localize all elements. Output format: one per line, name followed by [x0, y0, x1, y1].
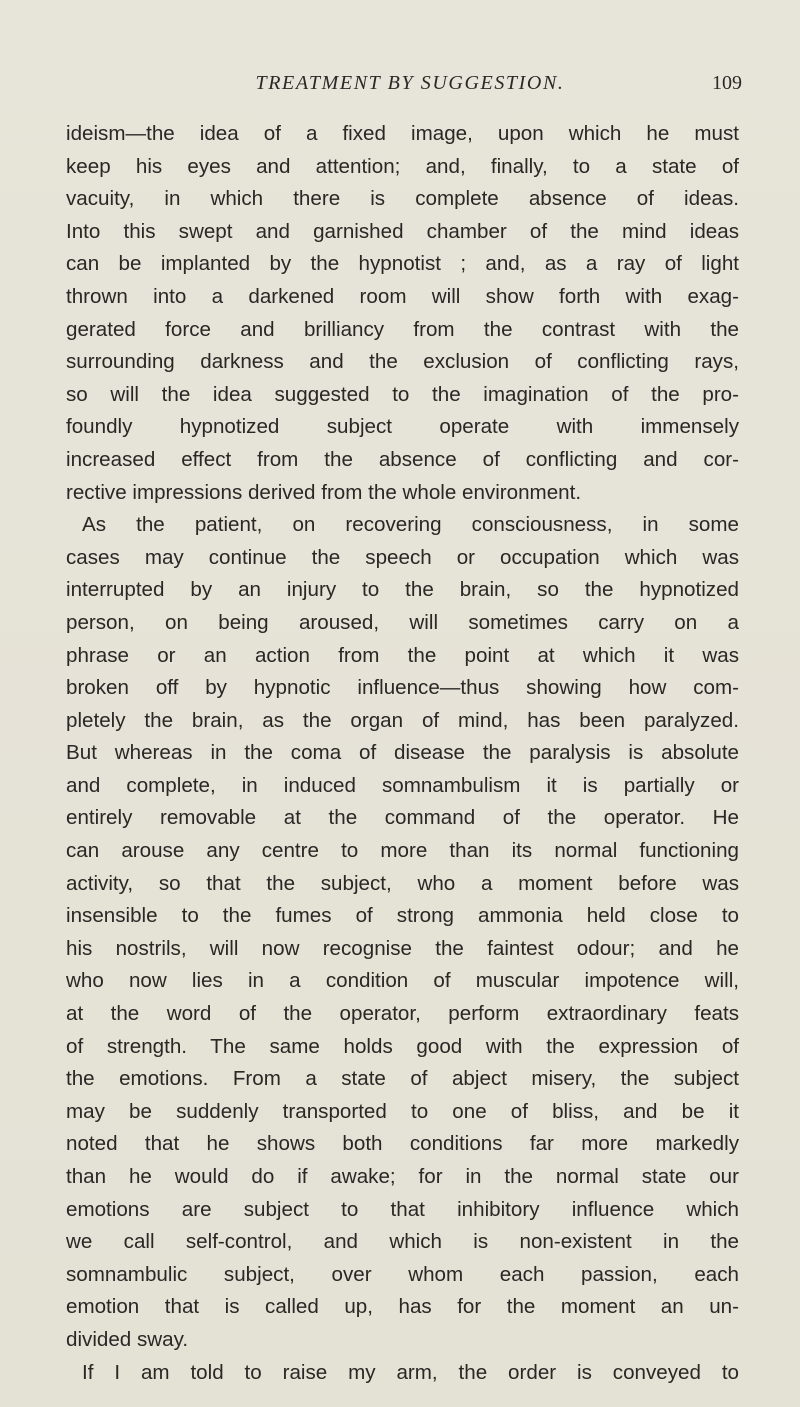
- paragraph-start-line: As the patient, on recovering consciousness, in some: [82, 513, 739, 537]
- text-line: so will the idea suggested to the imagination of the pro-: [66, 382, 739, 406]
- running-head: [0, 72, 800, 102]
- paragraph-start-line: If I am told to raise my arm, the order is conveyed to: [82, 1360, 739, 1384]
- text-line: who now lies in a condition of muscular impotence will,: [66, 969, 739, 993]
- text-line: keep his eyes and attention; and, finally, to a state of: [66, 154, 739, 178]
- text-line: person, on being aroused, will sometimes carry on a: [66, 610, 739, 634]
- text-line: entirely removable at the command of the operator. He: [66, 806, 739, 830]
- text-line: activity, so that the subject, who a moment before was: [66, 871, 739, 895]
- text-line: emotions are subject to that inhibitory influence which: [66, 1197, 739, 1221]
- text-line: rective impressions derived from the whole environment.: [66, 480, 582, 504]
- body-text: [66, 118, 739, 1389]
- text-line: interrupted by an injury to the brain, so the hypnotized: [66, 578, 739, 602]
- text-line: of strength. The same holds good with the expression of: [66, 1034, 739, 1058]
- text-line: at the word of the operator, perform extraordinary feats: [66, 1002, 739, 1026]
- text-line: insensible to the fumes of strong ammonia held close to: [66, 904, 739, 928]
- text-line: and complete, in induced somnambulism it is partially or: [66, 773, 739, 797]
- text-line: we call self-control, and which is non-existent in the: [66, 1230, 739, 1254]
- text-line: cases may continue the speech or occupation which was: [66, 545, 739, 569]
- text-line: broken off by hypnotic influence—thus showing how com-: [66, 676, 739, 700]
- text-line: vacuity, in which there is complete absence of ideas.: [66, 187, 739, 211]
- text-line: phrase or an action from the point at which it was: [66, 643, 739, 667]
- text-line: Into this swept and garnished chamber of the mind ideas: [66, 219, 739, 243]
- text-line: ideism—the idea of a fixed image, upon which he must: [66, 122, 739, 145]
- text-line: his nostrils, will now recognise the faintest odour; and he: [66, 936, 739, 960]
- text-line: gerated force and brilliancy from the contrast with the: [66, 317, 739, 341]
- text-line: can arouse any centre to more than its normal functioning: [66, 839, 739, 863]
- text-line: may be suddenly transported to one of bliss, and be it: [66, 1099, 739, 1123]
- text-line: emotion that is called up, has for the moment an un-: [66, 1295, 739, 1319]
- text-line: noted that he shows both conditions far more markedly: [66, 1132, 739, 1156]
- page-number: 109: [712, 72, 742, 94]
- text-line: pletely the brain, as the organ of mind, has been paralyzed.: [66, 708, 739, 732]
- text-line: divided sway.: [66, 1327, 189, 1351]
- text-line: But whereas in the coma of disease the paralysis is absolute: [66, 741, 739, 765]
- running-title: TREATMENT BY SUGGESTION.: [255, 72, 565, 94]
- text-line: thrown into a darkened room will show forth with exag-: [66, 284, 739, 308]
- text-line: surrounding darkness and the exclusion of conflicting rays,: [66, 350, 739, 374]
- text-line: the emotions. From a state of abject misery, the subject: [66, 1067, 739, 1091]
- text-line: increased effect from the absence of conflicting and cor-: [66, 447, 739, 471]
- text-line: somnambulic subject, over whom each passion, each: [66, 1262, 739, 1286]
- text-line: than he would do if awake; for in the normal state our: [66, 1165, 739, 1188]
- text-line: can be implanted by the hypnotist ; and, as a ray of light: [66, 252, 739, 276]
- text-line: foundly hypnotized subject operate with immensely: [66, 415, 739, 439]
